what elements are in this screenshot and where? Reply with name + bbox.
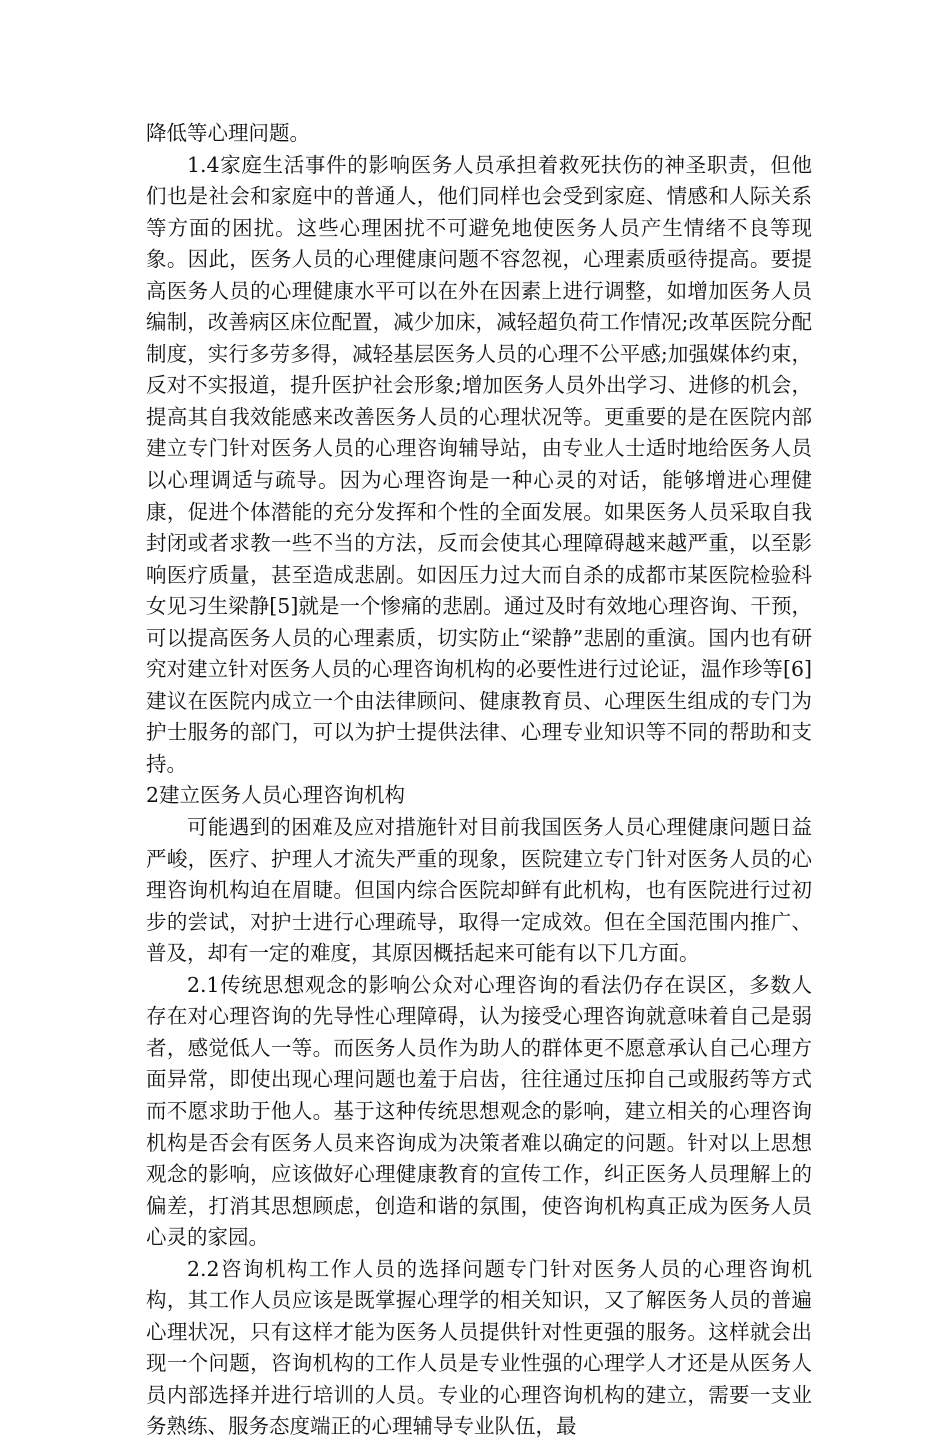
paragraph-section-1-4: 1.4家庭生活事件的影响医务人员承担着救死扶伤的神圣职责，但他们也是社会和家庭中的普通人，他们同样也会受到家庭、情感和人际关系等方面的困扰。这些心理困扰不可避免地使医务人员产生情绪不良等现象。因此，医务人员的心理健康问题不容忽视，心理素质亟待提高。要提高医务人员的心理健康水平可以在外在因素上进行调整，如增加医务人员编制，改善病区床位配置，减少加床，减轻超负荷工作情况;改革医院分配制度，实行多劳多得，减轻基层医务人员的心理不公平感;加强媒体约束，反对不实报道，提升医护社会形象;增加医务人员外出学习、进修的机会，提高其自我效能感来改善医务人员的心理状况等。更重要的是在医院内部建立专门针对医务人员的心理咨询辅导站，由专业人士适时地给医务人员以心理调适与疏导。因为心理咨询是一种心灵的对话，能够增进心理健康，促进个体潜能的充分发挥和个性的全面发展。如果医务人员采取自我封闭或者求教一些不当的方法，反而会使其心理障碍越来越严重，以至影响医疗质量，甚至造成悲剧。如因压力过大而自杀的成都市某医院检验科女见习生梁静[5]就是一个惨痛的悲剧。通过及时有效地心理咨询、干预，可以提高医务人员的心理素质，切实防止“梁静”悲剧的重演。国内也有研究对建立针对医务人员的心理咨询机构的必要性进行过论证，温作珍等[6]建议在医院内成立一个由法律顾问、健康教育员、心理医生组成的专门为护士服务的部门，可以为护士提供法律、心理专业知识等不同的帮助和支持。 (146, 152, 812, 776)
paragraph-continuation: 降低等心理问题。 (146, 121, 310, 145)
document-page (146, 118, 812, 1443)
paragraph-section-2-2: 2.2咨询机构工作人员的选择问题专门针对医务人员的心理咨询机构，其工作人员应该是既掌握心理学的相关知识，又了解医务人员的普遍心理状况，只有这样才能为医务人员提供针对性更强的服务。这样就会出现一个问题，咨询机构的工作人员是专业性强的心理学人才还是从医务人员内部选择并进行培训的人员。专业的心理咨询机构的建立，需要一支业务熟练、服务态度端正的心理辅导专业队伍，最 (146, 1256, 812, 1439)
section-heading-2: 2建立医务人员心理咨询机构 (146, 783, 406, 808)
paragraph-section-2-1: 2.1传统思想观念的影响公众对心理咨询的看法仍存在误区，多数人存在对心理咨询的先导性心理障碍，认为接受心理咨询就意味着自己是弱者，感觉低人一等。而医务人员作为助人的群体更不愿意承认自己心理方面异常，即使出现心理问题也羞于启齿，往往通过压抑自己或服药等方式而不愿求助于他人。基于这种传统思想观念的影响，建立相关的心理咨询机构是否会有医务人员来咨询成为决策者难以确定的问题。针对以上思想观念的影响，应该做好心理健康教育的宣传工作，纠正医务人员理解上的偏差，打消其思想顾虑，创造和谐的氛围，使咨询机构真正成为医务人员心灵的家园。 (146, 972, 812, 1250)
paragraph-section-2-intro: 可能遇到的困难及应对措施针对目前我国医务人员心理健康问题日益严峻，医疗、护理人才流失严重的现象，医院建立专门针对医务人员的心理咨询机构迫在眉睫。但国内综合医院却鲜有此机构，也有医院进行过初步的尝试，对护士进行心理疏导，取得一定成效。但在全国范围内推广、普及，却有一定的难度，其原因概括起来可能有以下几方面。 (146, 815, 812, 966)
